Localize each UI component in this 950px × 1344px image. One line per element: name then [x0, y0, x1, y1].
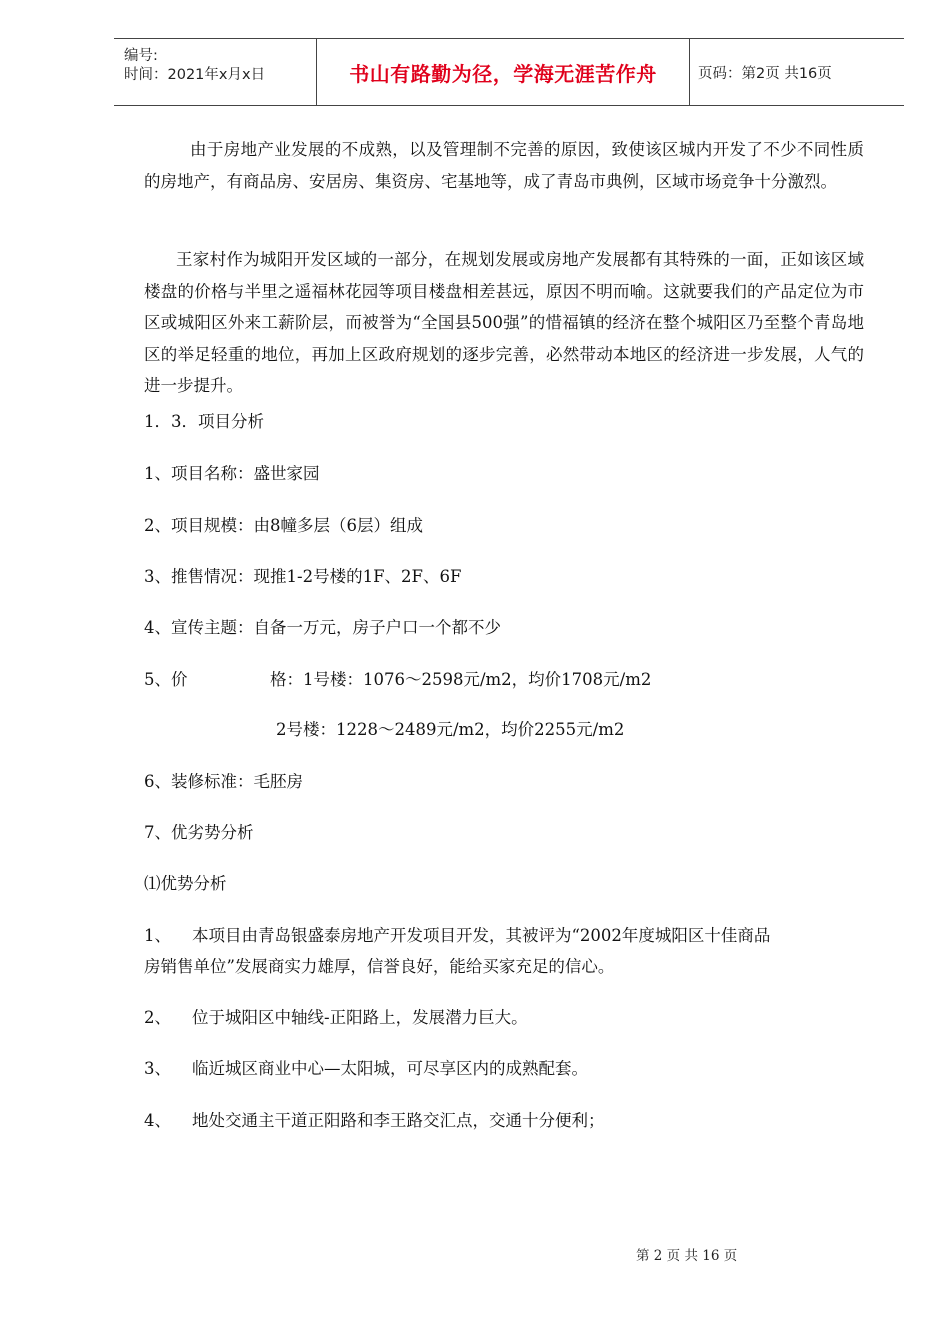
page-footer: 第 2 页 共 16 页	[636, 1248, 738, 1264]
price-building-1: 格：1号楼：1076～2598元/m2，均价1708元/m2	[270, 670, 652, 689]
header-meta	[114, 39, 316, 105]
price-building-2: 2号楼：1228～2489元/m2，均价2255元/m2	[276, 720, 625, 739]
item-project-scale: 2、项目规模：由8幢多层（6层）组成	[144, 516, 423, 535]
advantage-heading: ⑴优势分析	[144, 874, 227, 893]
item-decoration: 6、装修标准：毛胚房	[144, 772, 303, 791]
item-price	[144, 668, 651, 692]
item-project-name: 1、项目名称：盛世家园	[144, 464, 320, 483]
header-motto: 书山有路勤为径，学海无涯苦作舟	[316, 39, 690, 105]
header-page-info: 页码：第2页 共16页	[698, 65, 832, 82]
advantage-item: 4、 地处交通主干道正阳路和李王路交汇点，交通十分便利；	[144, 1111, 605, 1130]
paragraph-1: 由于房地产业发展的不成熟，以及管理制不完善的原因，致使该区城内开发了不少不同性质的房地产，有商品房、安居房、集资房、宅基地等，成了青岛市典例，区域市场竞争十分激烈。	[144, 140, 864, 191]
price-label: 5、价	[144, 670, 188, 689]
paragraph-2: 王家村作为城阳开发区域的一部分，在规划发展或房地产发展都有其特殊的一面，正如该区域楼盘的价格与半里之遥福林花园等项目楼盘相差甚远，原因不明而喻。这就要我们的产品定位为市区或城阳区外来工薪阶层，而被誉为“全国县500强”的惜福镇的经济在整个城阳区乃至整个青岛地区的举足轻重的地位，再加上区政府规划的逐步完善，必然带动本地区的经济进一步发展，人气的进一步提升。	[144, 250, 864, 395]
item-sales-status: 3、推售情况：现推1-2号楼的1F、2F、6F	[144, 567, 462, 586]
section-title: 1．3．项目分析	[144, 412, 264, 431]
advantage-item: 3、 临近城区商业中心—太阳城，可尽享区内的成熟配套。	[144, 1059, 588, 1078]
advantage-item: 1、 本项目由青岛银盛泰房地产开发项目开发，其被评为“2002年度城阳区十佳商品	[144, 926, 771, 945]
item-promo-theme: 4、宣传主题：自备一万元，房子户口一个都不少	[144, 618, 501, 637]
page-header	[114, 38, 904, 106]
time-label: 时间：2021年x月x日	[124, 67, 266, 83]
item-swot: 7、优劣势分析	[144, 823, 254, 842]
advantage-item: 2、 位于城阳区中轴线-正阳路上，发展潜力巨大。	[144, 1008, 528, 1027]
number-label: 编号:	[124, 48, 158, 64]
advantage-item-continued: 房销售单位”发展商实力雄厚，信誉良好，能给买家充足的信心。	[144, 957, 615, 976]
